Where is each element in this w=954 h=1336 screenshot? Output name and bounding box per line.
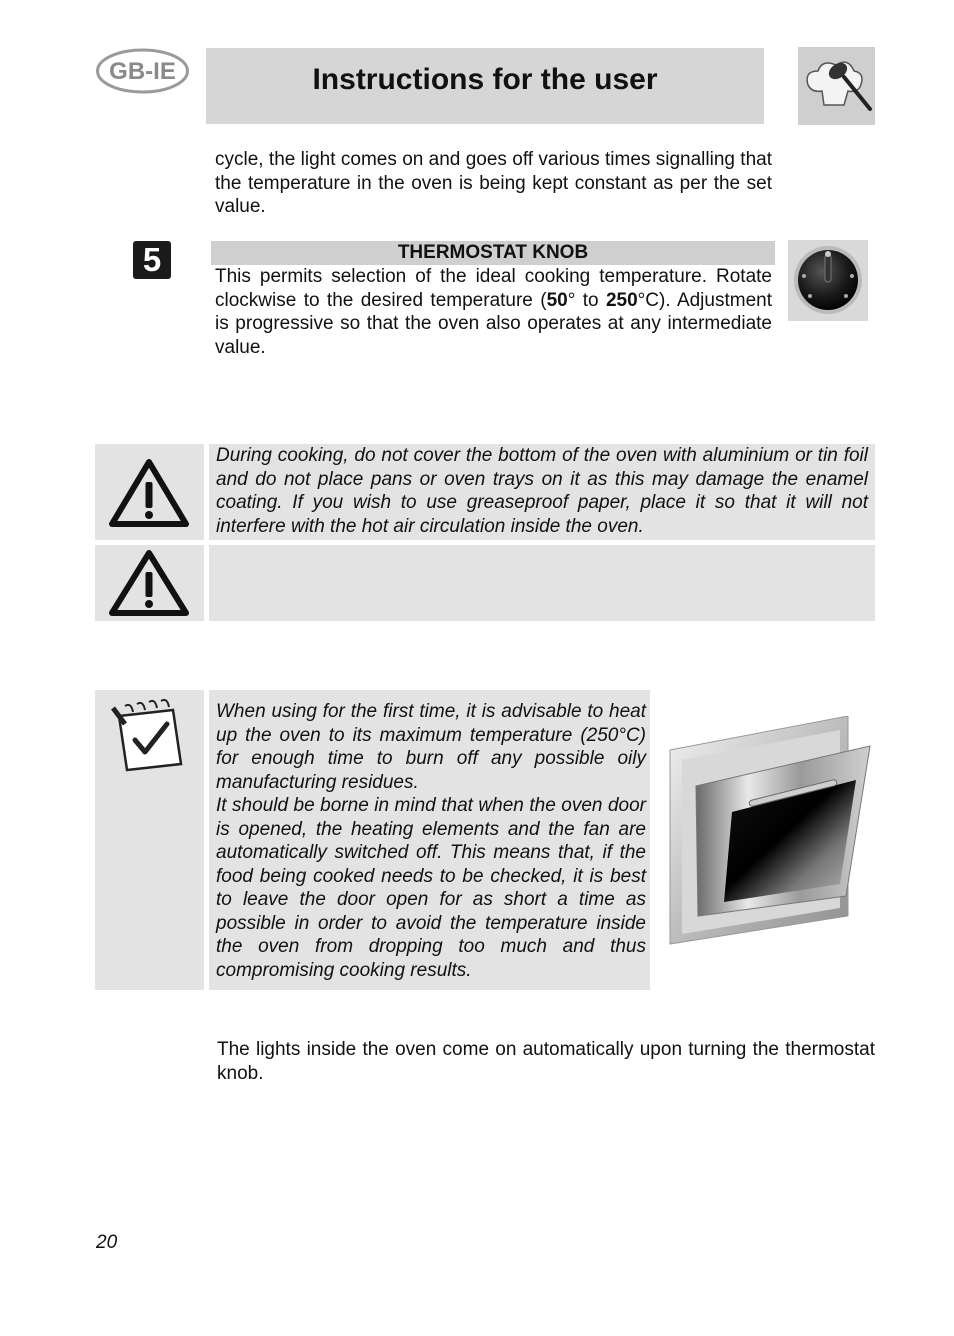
warning-text: During cooking, do not cover the bottom of the oven with aluminium or tin foil and do not place pans or oven trays on it as this may damage the enamel coating. If you wish to use greaseproof paper, place it so that it will not interfere with the hot air circulation inside the oven. xyxy=(216,445,868,537)
thermostat-text-part: ° to xyxy=(567,289,606,311)
note-icon-cell xyxy=(95,690,204,990)
section-heading: THERMOSTAT KNOB xyxy=(397,242,589,263)
step-number-badge xyxy=(133,241,171,279)
intro-paragraph: cycle, the light comes on and goes off various times signalling that the temperature in the oven is being kept constant as per the set value. xyxy=(215,149,772,217)
notepad-check-icon xyxy=(95,690,204,780)
warning-triangle-icon xyxy=(95,545,204,621)
note-paragraph: It should be borne in mind that when the oven door is opened, the heating elements and the fan are automatically switched off. This means that, if the food being cooked needs to be checked, it is best to leave the door open for as short a time as possible in order to avoid the temperature inside the oven from dropping too much and thus compromising cooking results. xyxy=(216,795,646,981)
note-paragraph: When using for the first time, it is advisable to heat up the oven to its maximum temperature (250°C) for enough time to burn off any possible oily manufacturing residues. xyxy=(216,701,646,793)
thermostat-description xyxy=(215,265,772,359)
thermostat-text-part: °C). Adjustment is progressive so that the oven also operates at any intermediate value. xyxy=(215,289,772,358)
step-number: 5 xyxy=(142,241,162,278)
page-number: 20 xyxy=(96,1232,118,1253)
lights-paragraph: The lights inside the oven come on automatically upon turning the thermostat knob. xyxy=(217,1039,875,1084)
temp-min: 50 xyxy=(546,289,568,311)
warning-icon-cell xyxy=(95,545,204,621)
gb-ie-logo xyxy=(95,47,190,95)
temp-max: 250 xyxy=(605,289,638,311)
warning-text-cell-empty xyxy=(209,545,875,621)
oven-door-open-image xyxy=(668,716,875,948)
page-title: Instructions for the user xyxy=(312,63,658,96)
thermostat-text-part: This permits selection of the ideal cooking temperature. Rotate clockwise to the desired temperature ( xyxy=(215,266,772,311)
warning-triangle-icon xyxy=(95,444,204,540)
note-text xyxy=(216,700,646,982)
logo-text: GB-IE xyxy=(109,58,176,85)
thermostat-knob-icon xyxy=(788,240,868,321)
warning-icon-cell xyxy=(95,444,204,540)
chef-hat-spoon-icon xyxy=(798,47,875,125)
